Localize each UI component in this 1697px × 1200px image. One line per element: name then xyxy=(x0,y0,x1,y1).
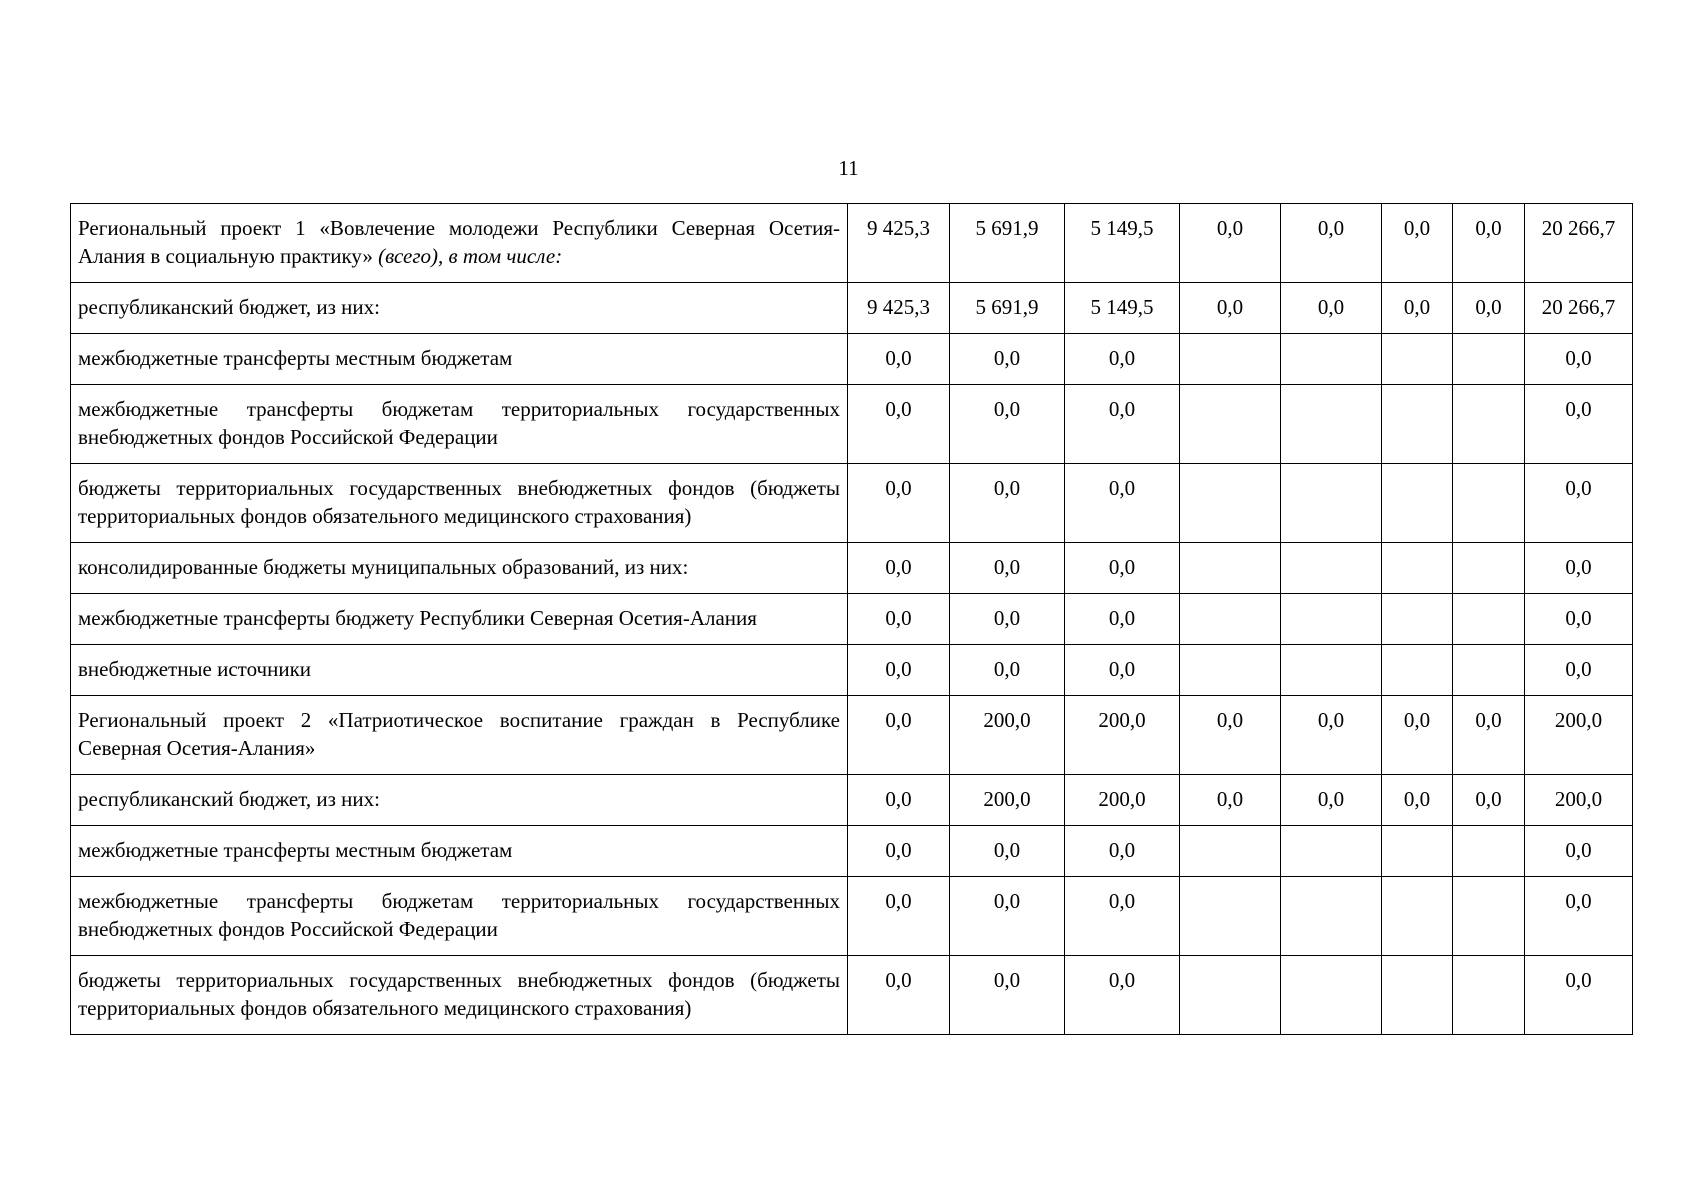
value-cell: 0,0 xyxy=(950,645,1065,696)
value-cell: 0,0 xyxy=(1180,204,1281,283)
row-label-cell xyxy=(71,956,848,1035)
budget-table xyxy=(70,203,1633,1035)
value-cell: 0,0 xyxy=(848,826,950,877)
value-cell: 0,0 xyxy=(1065,826,1180,877)
value-cell xyxy=(1281,594,1382,645)
value-cell xyxy=(1453,826,1525,877)
row-label-cell xyxy=(71,464,848,543)
page-number: 11 xyxy=(838,156,859,180)
value-cell xyxy=(1281,826,1382,877)
table-row xyxy=(71,204,1633,283)
value-cell xyxy=(1382,464,1453,543)
value-cell xyxy=(1453,385,1525,464)
row-label-cell xyxy=(71,543,848,594)
value-cell: 0,0 xyxy=(1453,283,1525,334)
value-cell xyxy=(1281,543,1382,594)
value-cell: 0,0 xyxy=(848,334,950,385)
value-cell: 20 266,7 xyxy=(1525,204,1633,283)
value-cell xyxy=(1382,385,1453,464)
value-cell: 0,0 xyxy=(950,385,1065,464)
value-cell: 0,0 xyxy=(1065,464,1180,543)
value-cell: 0,0 xyxy=(1065,877,1180,956)
value-cell: 0,0 xyxy=(950,826,1065,877)
value-cell: 0,0 xyxy=(1281,696,1382,775)
value-cell: 0,0 xyxy=(1525,334,1633,385)
value-cell xyxy=(1180,334,1281,385)
table-row xyxy=(71,594,1633,645)
value-cell xyxy=(1180,877,1281,956)
table-row xyxy=(71,956,1633,1035)
value-cell: 0,0 xyxy=(950,464,1065,543)
table-row xyxy=(71,543,1633,594)
value-cell: 0,0 xyxy=(848,645,950,696)
row-label-cell xyxy=(71,696,848,775)
value-cell: 5 691,9 xyxy=(950,283,1065,334)
value-cell: 0,0 xyxy=(1525,543,1633,594)
value-cell xyxy=(1180,645,1281,696)
row-label-cell xyxy=(71,877,848,956)
value-cell: 0,0 xyxy=(1525,956,1633,1035)
table-row xyxy=(71,826,1633,877)
value-cell: 5 149,5 xyxy=(1065,204,1180,283)
value-cell: 0,0 xyxy=(1180,696,1281,775)
value-cell: 0,0 xyxy=(1525,826,1633,877)
value-cell: 200,0 xyxy=(1065,775,1180,826)
value-cell: 0,0 xyxy=(1382,775,1453,826)
value-cell: 5 149,5 xyxy=(1065,283,1180,334)
value-cell xyxy=(1382,956,1453,1035)
table-row xyxy=(71,877,1633,956)
row-label: республиканский бюджет, из них: xyxy=(78,787,380,811)
value-cell: 0,0 xyxy=(848,594,950,645)
value-cell xyxy=(1453,543,1525,594)
value-cell xyxy=(1453,594,1525,645)
row-label-cell xyxy=(71,645,848,696)
value-cell xyxy=(1281,877,1382,956)
value-cell xyxy=(1281,464,1382,543)
row-label: Региональный проект 2 «Патриотическое воспитание граждан в Республике Северная Осетия-Алания» xyxy=(78,708,840,760)
value-cell: 0,0 xyxy=(1382,696,1453,775)
row-label-cell xyxy=(71,826,848,877)
value-cell: 0,0 xyxy=(1065,385,1180,464)
value-cell xyxy=(1453,464,1525,543)
table-body xyxy=(71,204,1633,1035)
row-label: межбюджетные трансферты местным бюджетам xyxy=(78,838,513,862)
table-row xyxy=(71,334,1633,385)
value-cell xyxy=(1382,543,1453,594)
value-cell: 0,0 xyxy=(848,696,950,775)
value-cell: 0,0 xyxy=(950,594,1065,645)
value-cell xyxy=(1382,826,1453,877)
value-cell xyxy=(1453,956,1525,1035)
value-cell: 0,0 xyxy=(848,775,950,826)
value-cell: 0,0 xyxy=(1525,645,1633,696)
row-label: внебюджетные источники xyxy=(78,657,312,681)
value-cell xyxy=(1382,645,1453,696)
row-label-cell xyxy=(71,283,848,334)
value-cell: 0,0 xyxy=(1382,283,1453,334)
value-cell: 0,0 xyxy=(1382,204,1453,283)
value-cell: 9 425,3 xyxy=(848,283,950,334)
value-cell: 0,0 xyxy=(1453,204,1525,283)
value-cell: 0,0 xyxy=(1281,775,1382,826)
value-cell: 200,0 xyxy=(1525,696,1633,775)
value-cell xyxy=(1180,385,1281,464)
value-cell xyxy=(1180,826,1281,877)
row-label-cell xyxy=(71,594,848,645)
row-label: межбюджетные трансферты местным бюджетам xyxy=(78,346,513,370)
value-cell xyxy=(1382,334,1453,385)
row-label: Региональный проект 1 «Вовлечение молодежи Республики Северная Осетия-Алания в социальную практику» xyxy=(78,216,840,268)
table-row xyxy=(71,464,1633,543)
value-cell: 200,0 xyxy=(1065,696,1180,775)
table-row xyxy=(71,645,1633,696)
value-cell: 0,0 xyxy=(1065,334,1180,385)
value-cell: 0,0 xyxy=(1525,385,1633,464)
value-cell: 0,0 xyxy=(1525,594,1633,645)
table-row xyxy=(71,283,1633,334)
value-cell: 0,0 xyxy=(950,543,1065,594)
row-label-cell xyxy=(71,385,848,464)
value-cell: 0,0 xyxy=(848,956,950,1035)
table-row xyxy=(71,775,1633,826)
value-cell xyxy=(1453,645,1525,696)
value-cell: 0,0 xyxy=(1180,283,1281,334)
value-cell: 0,0 xyxy=(848,543,950,594)
row-label: межбюджетные трансферты бюджетам территориальных государственных внебюджетных фондов Российской Федерации xyxy=(78,397,840,449)
table-row xyxy=(71,385,1633,464)
row-label: бюджеты территориальных государственных внебюджетных фондов (бюджеты территориальных фондов обязательного медицинского страхования) xyxy=(78,476,840,528)
value-cell: 0,0 xyxy=(1525,464,1633,543)
value-cell: 0,0 xyxy=(950,877,1065,956)
row-label: межбюджетные трансферты бюджетам территориальных государственных внебюджетных фондов Российской Федерации xyxy=(78,889,840,941)
row-label: бюджеты территориальных государственных внебюджетных фондов (бюджеты территориальных фондов обязательного медицинского страхования) xyxy=(78,968,840,1020)
value-cell xyxy=(1180,594,1281,645)
value-cell xyxy=(1180,464,1281,543)
value-cell: 0,0 xyxy=(950,334,1065,385)
value-cell xyxy=(1453,877,1525,956)
row-label: межбюджетные трансферты бюджету Республики Северная Осетия-Алания xyxy=(78,606,757,630)
value-cell: 200,0 xyxy=(1525,775,1633,826)
value-cell xyxy=(1281,334,1382,385)
value-cell: 0,0 xyxy=(1453,696,1525,775)
value-cell: 0,0 xyxy=(1281,283,1382,334)
value-cell: 0,0 xyxy=(1065,645,1180,696)
value-cell xyxy=(1382,877,1453,956)
row-label: консолидированные бюджеты муниципальных образований, из них: xyxy=(78,555,689,579)
row-label-note: (всего), в том числе: xyxy=(372,244,563,268)
value-cell xyxy=(1382,594,1453,645)
row-label: республиканский бюджет, из них: xyxy=(78,295,380,319)
value-cell xyxy=(1180,956,1281,1035)
value-cell: 0,0 xyxy=(848,385,950,464)
value-cell xyxy=(1180,543,1281,594)
value-cell: 200,0 xyxy=(950,696,1065,775)
value-cell: 0,0 xyxy=(1180,775,1281,826)
value-cell: 0,0 xyxy=(950,956,1065,1035)
value-cell: 0,0 xyxy=(1525,877,1633,956)
value-cell: 0,0 xyxy=(1065,594,1180,645)
value-cell: 5 691,9 xyxy=(950,204,1065,283)
table-row xyxy=(71,696,1633,775)
value-cell: 9 425,3 xyxy=(848,204,950,283)
value-cell: 0,0 xyxy=(848,464,950,543)
value-cell: 0,0 xyxy=(1453,775,1525,826)
value-cell: 0,0 xyxy=(1281,204,1382,283)
value-cell: 200,0 xyxy=(950,775,1065,826)
value-cell: 0,0 xyxy=(1065,956,1180,1035)
value-cell: 0,0 xyxy=(1065,543,1180,594)
value-cell: 0,0 xyxy=(848,877,950,956)
row-label-cell xyxy=(71,204,848,283)
value-cell xyxy=(1281,645,1382,696)
value-cell xyxy=(1281,385,1382,464)
value-cell: 20 266,7 xyxy=(1525,283,1633,334)
value-cell xyxy=(1453,334,1525,385)
row-label-cell xyxy=(71,334,848,385)
value-cell xyxy=(1281,956,1382,1035)
row-label-cell xyxy=(71,775,848,826)
